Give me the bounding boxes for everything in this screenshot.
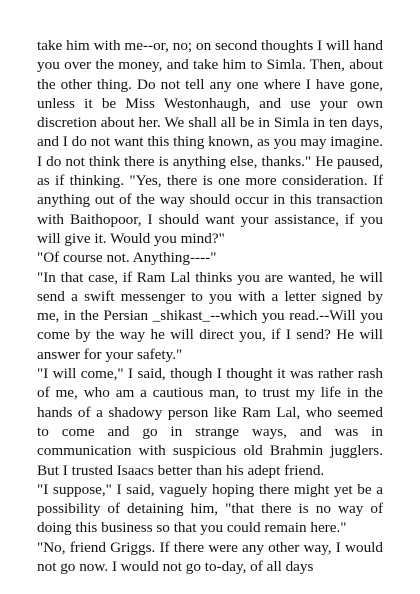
- page-body: [37, 36, 383, 576]
- paragraph: "I suppose," I said, vaguely hoping there might yet be a possibility of detaining him, "that there is no way of doing this business so that you could remain here.": [37, 480, 383, 537]
- paragraph: "I will come," I said, though I thought it was rather rash of me, who am a cautious man, to trust my life in the hands of a shadowy person like Ram Lal, who seemed to come and go in strange ways, and was in communication with suspicious old Brahmin jugglers. But I trusted Isaacs better than his adept friend.: [37, 365, 383, 479]
- paragraph: "In that case, if Ram Lal thinks you are wanted, he will send a swift messenger to you with a letter signed by me, in the Persian _shikast_--which you read.--Will you come by the way he will direct you, if I send? He will answer for your safety.": [37, 268, 383, 363]
- paragraph: "Of course not. Anything----": [37, 249, 217, 267]
- paragraph: "No, friend Griggs. If there were any other way, I would not go now. I would not go to-day, of all days: [37, 538, 383, 576]
- paragraph: take him with me--or, no; on second thoughts I will hand you over the money, and take him to Simla. Then, about the other thing. Do not tell any one where I have gone, unless it be Miss Westonhaugh, and use your own discretion about her. We shall all be in Simla in ten days, and I do not want this thing known, as you may imagine. I do not think there is anything else, thanks." He paused, as if thinking. "Yes, there is one more consideration. If anything out of the way should occur in this transaction with Baithopoor, I should want your assistance, if you will give it. Would you mind?": [37, 37, 383, 247]
